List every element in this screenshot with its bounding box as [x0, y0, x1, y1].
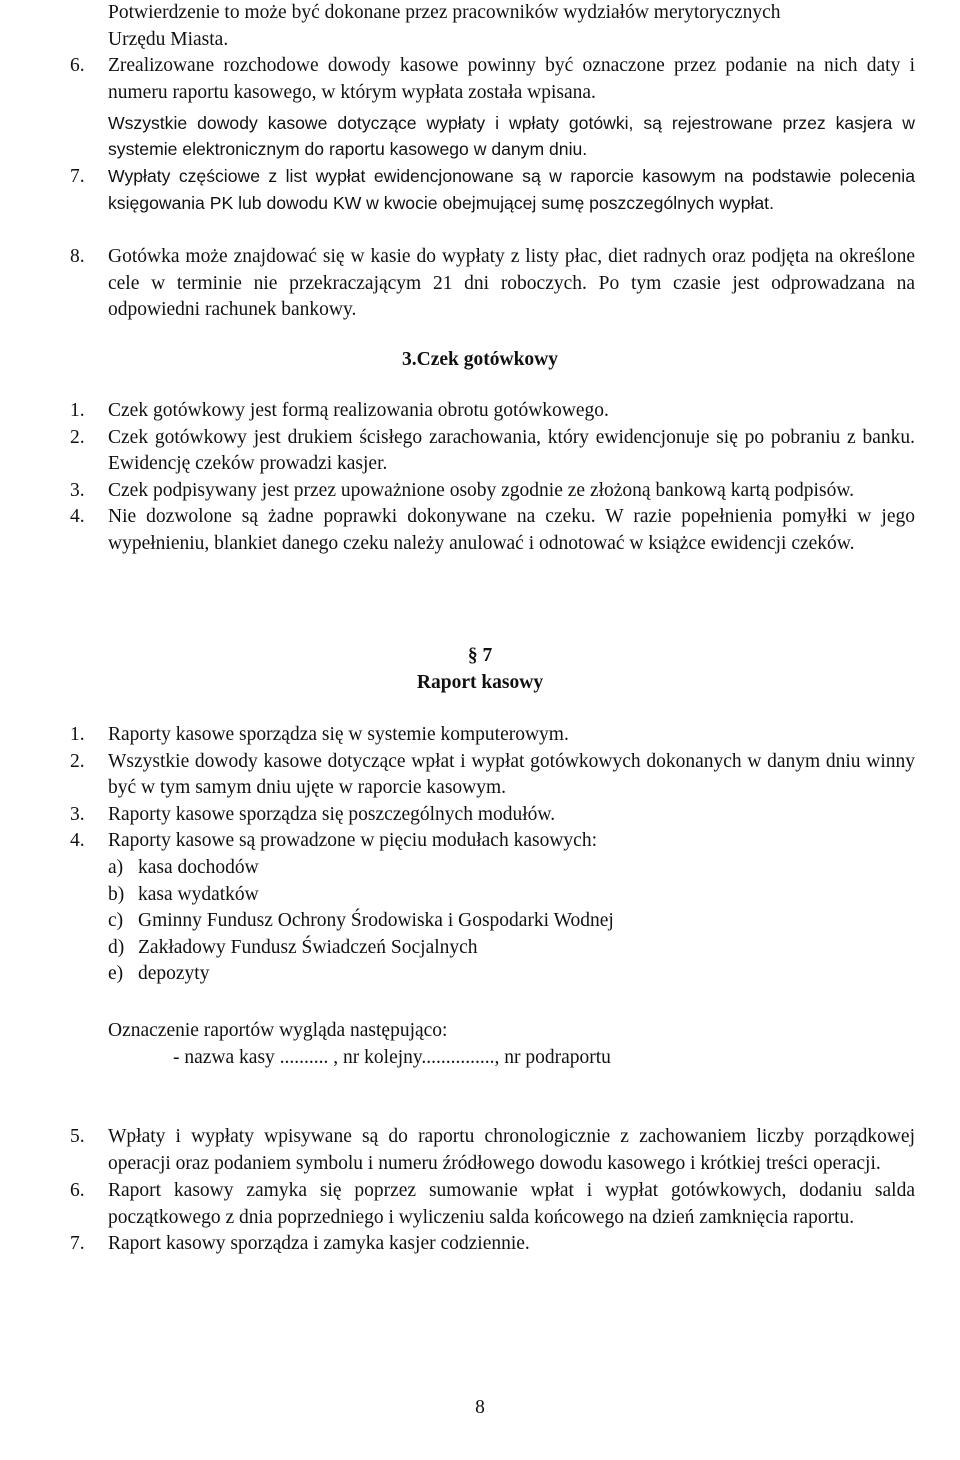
list-item-number: 2.: [70, 750, 85, 772]
list-item-8: [70, 244, 915, 324]
list-item: [70, 398, 915, 425]
page-number: 8: [475, 1397, 485, 1418]
sub-list-text: depozyty: [138, 963, 210, 985]
list-item-text: Czek gotówkowy jest formą realizowania obrotu gotówkowego.: [108, 400, 609, 421]
list-item-number: 6.: [70, 1180, 85, 1202]
sub-list-text: kasa dochodów: [138, 856, 259, 878]
list-item-number: 7.: [70, 166, 85, 187]
list-item: [70, 425, 915, 478]
czek-list: [70, 398, 915, 558]
list-item-text: Raporty kasowe sporządza się poszczególnych modułów.: [108, 803, 556, 825]
list-item-number: 4.: [70, 830, 85, 852]
list-item: [70, 1231, 915, 1258]
list-item-text: Wypłaty częściowe z list wypłat ewidencjonowane są w raporcie kasowym na podstawie polecenia księgowania PK lub dowodu KW w kwocie obejmującej sumę poszczególnych wypłat.: [108, 166, 915, 213]
list-item-number: 2.: [70, 426, 85, 448]
continuation-line-1: Potwierdzenie to może być dokonane przez pracowników wydziałów merytorycznych: [108, 2, 781, 23]
list-item: [70, 504, 915, 557]
paragraph-symbol-heading: § 7: [467, 645, 493, 666]
sub-list-item: [70, 855, 915, 882]
list-item-number: 3.: [70, 479, 85, 501]
list-item-number: 4.: [70, 506, 85, 528]
inserted-paragraph-text: Wszystkie dowody kasowe dotyczące wypłaty i wpłaty gotówki, są rejestrowane przez kasjera w systemie elektronicznym do raportu kasowego w danym dniu.: [108, 113, 915, 159]
list-item-7: [70, 163, 915, 217]
list-item: [70, 749, 915, 802]
list-item-text: Raport kasowy sporządza i zamyka kasjer codziennie.: [108, 1233, 530, 1255]
list-item: [70, 1124, 915, 1177]
sub-list-item: [70, 935, 915, 962]
list-item: [70, 478, 915, 505]
sub-list-letter: a): [108, 856, 124, 878]
continuation-paragraph: [70, 0, 915, 53]
sub-list-text: Gminny Fundusz Ochrony Środowiska i Gospodarki Wodnej: [138, 910, 614, 932]
list-item-text: Gotówka może znajdować się w kasie do wypłaty z listy płac, diet radnych oraz podjęta na określone cele w terminie nie przekraczającym 21 dni roboczych. Po tym czasie jest odprowadzana na odpowiedni rachunek bankowy.: [108, 246, 915, 321]
list-item-text: Raport kasowy zamyka się poprzez sumowanie wpłat i wypłat gotówkowych, dodaniu salda początkowego z dnia poprzedniego i wyliczeniu salda końcowego na dzień zamknięcia raportu.: [108, 1180, 915, 1228]
list-item: [70, 722, 915, 749]
sub-list-text: kasa wydatków: [138, 883, 259, 905]
list-item: [70, 828, 915, 855]
sub-list-letter: d): [108, 936, 125, 958]
list-item-text: Wpłaty i wypłaty wpisywane są do raportu chronologicznie z zachowaniem liczby porządkowej operacji oraz podaniem symbolu i numeru źródłowego dowodu kasowego i krótkiej treści operacji.: [108, 1126, 915, 1174]
sub-list-item: [70, 908, 915, 935]
list-item-number: 3.: [70, 803, 85, 825]
list-item-text: Nie dozwolone są żadne poprawki dokonywane na czeku. W razie popełnienia pomyłki w jego wypełnieniu, blankiet danego czeku należy anulować i odnotować w książce ewidencji czeków.: [108, 506, 915, 554]
list-item-number: 5.: [70, 1126, 85, 1147]
list-item-text: Raporty kasowe sporządza się w systemie komputerowym.: [108, 724, 569, 745]
list-item-6: [70, 53, 915, 106]
sub-list-text: Zakładowy Fundusz Świadczeń Socjalnych: [138, 936, 478, 958]
continuation-line-2: Urzędu Miasta.: [108, 28, 229, 50]
list-item-text: Zrealizowane rozchodowe dowody kasowe powinny być oznaczone przez podanie na nich daty i numeru raportu kasowego, w którym wypłata została wpisana.: [108, 55, 915, 103]
list-item-number: 6.: [70, 55, 85, 76]
list-item: [70, 1178, 915, 1231]
oznaczenie-pattern: - nazwa kasy .......... , nr kolejny..............., nr podraportu: [173, 1047, 611, 1068]
section-heading-czek: 3.Czek gotówkowy: [402, 349, 558, 370]
list-item-text: Wszystkie dowody kasowe dotyczące wpłat i wypłat gotówkowych dokonanych w danym dniu winny być w tym samym dniu ujęte w raporcie kasowym.: [108, 750, 915, 799]
list-item-number: 8.: [70, 246, 85, 267]
list-item-number: 7.: [70, 1233, 85, 1255]
list-item-number: 1.: [70, 400, 85, 421]
sub-list-item: [70, 961, 915, 988]
inserted-paragraph: [70, 110, 915, 162]
list-item-number: 1.: [70, 724, 85, 745]
oznaczenie-label: Oznaczenie raportów wygląda następująco:: [108, 1020, 448, 1041]
sub-list-letter: b): [108, 883, 125, 905]
sub-list-item: [70, 882, 915, 909]
list-item-text: Raporty kasowe są prowadzone w pięciu modułach kasowych:: [108, 830, 597, 852]
raport-list-a: [70, 722, 915, 988]
sub-list-letter: e): [108, 963, 124, 985]
section-heading-raport: Raport kasowy: [416, 672, 544, 693]
raport-list-b: [70, 1124, 915, 1258]
list-item-text: Czek podpisywany jest przez upoważnione osoby zgodnie ze złożoną bankową kartą podpisów.: [108, 479, 855, 501]
list-item: [70, 802, 915, 829]
list-item-text: Czek gotówkowy jest drukiem ścisłego zarachowania, który ewidencjonuje się po pobraniu z banku. Ewidencję czeków prowadzi kasjer.: [108, 426, 915, 475]
sub-list-letter: c): [108, 910, 124, 932]
